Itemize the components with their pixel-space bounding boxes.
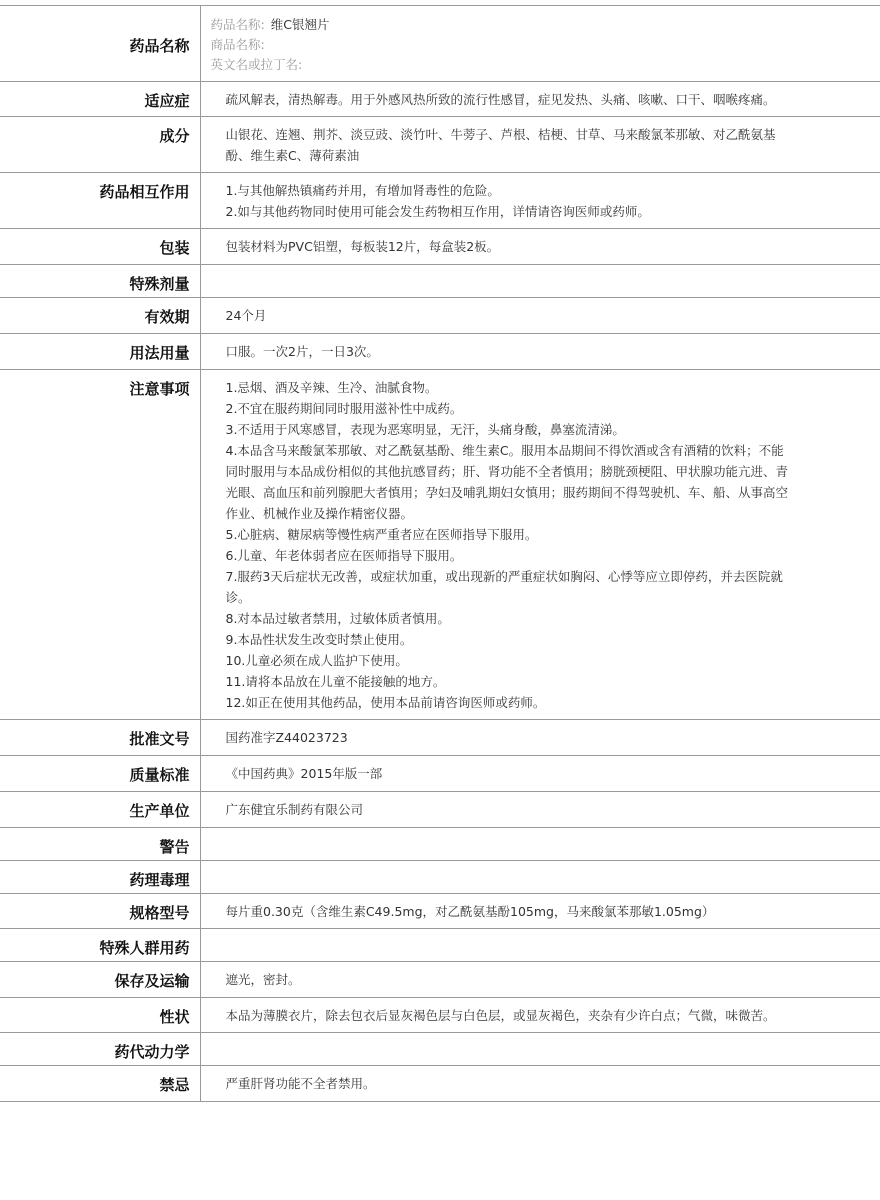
label-storage: 保存及运输 <box>0 962 200 998</box>
precaution-line: 10.儿童必须在成人监护下使用。 <box>225 653 408 668</box>
label-indications: 适应症 <box>0 82 200 117</box>
interaction-line: 2.如与其他药物同时使用可能会发生药物相互作用，详情请咨询医师或药师。 <box>225 204 650 219</box>
value-precautions <box>200 370 880 720</box>
row-approval-number <box>0 720 880 756</box>
row-pharmacokinetics <box>0 1033 880 1066</box>
label-drug-name: 药品名称 <box>0 6 200 82</box>
precaution-line: 12.如正在使用其他药品，使用本品前请咨询医师或药师。 <box>225 695 546 710</box>
trade-name-label: 商品名称: <box>210 37 265 52</box>
label-special-dosage: 特殊剂量 <box>0 265 200 298</box>
value-special-populations <box>200 929 880 962</box>
row-precautions <box>0 370 880 720</box>
label-shelf-life: 有效期 <box>0 298 200 334</box>
value-description: 本品为薄膜衣片，除去包衣后显灰褐色层与白色层，或显灰褐色，夹杂有少许白点；气微，味微苦。 <box>200 998 880 1033</box>
value-dosage: 口服。一次2片，一日3次。 <box>200 334 880 370</box>
precaution-line: 8.对本品过敏者禁用，过敏体质者慎用。 <box>225 611 450 626</box>
generic-name-line <box>211 15 869 35</box>
value-pharmacology <box>200 861 880 894</box>
value-pharmacokinetics <box>200 1033 880 1066</box>
precaution-line: 3.不适用于风寒感冒，表现为恶寒明显，无汗，头痛身酸，鼻塞流清涕。 <box>225 422 625 437</box>
value-quality-standard: 《中国药典》2015年版一部 <box>200 756 880 792</box>
trade-name-line <box>211 35 869 55</box>
row-contraindications <box>0 1066 880 1102</box>
generic-name-value: 维C银翘片 <box>270 17 330 32</box>
value-interactions <box>200 173 880 229</box>
precaution-line: 1.忌烟、酒及辛辣、生冷、油腻食物。 <box>225 380 438 395</box>
row-special-populations <box>0 929 880 962</box>
row-storage <box>0 962 880 998</box>
value-storage: 遮光，密封。 <box>200 962 880 998</box>
precaution-line: 11.请将本品放在儿童不能接触的地方。 <box>225 674 446 689</box>
value-special-dosage <box>200 265 880 298</box>
row-special-dosage <box>0 265 880 298</box>
row-drug-name <box>0 6 880 82</box>
precaution-line: 6.儿童、年老体弱者应在医师指导下服用。 <box>225 548 463 563</box>
row-manufacturer <box>0 792 880 828</box>
value-manufacturer: 广东健宜乐制药有限公司 <box>200 792 880 828</box>
label-description: 性状 <box>0 998 200 1033</box>
english-name-label: 英文名或拉丁名: <box>210 57 303 72</box>
label-pharmacokinetics: 药代动力学 <box>0 1033 200 1066</box>
value-ingredients: 山银花、连翘、荆芥、淡豆豉、淡竹叶、牛蒡子、芦根、桔梗、甘草、马来酸氯苯那敏、对乙酰氨基酚、维生素C、薄荷素油 <box>200 117 880 173</box>
value-packaging: 包装材料为PVC铝塑，每板装12片，每盒装2板。 <box>200 229 880 265</box>
generic-name-label: 药品名称: <box>210 17 265 32</box>
label-manufacturer: 生产单位 <box>0 792 200 828</box>
label-interactions: 药品相互作用 <box>0 173 200 229</box>
row-indications <box>0 82 880 117</box>
row-quality-standard <box>0 756 880 792</box>
row-warning <box>0 828 880 861</box>
value-drug-name <box>200 6 880 82</box>
drug-info-table <box>0 5 880 1102</box>
row-ingredients <box>0 117 880 173</box>
label-quality-standard: 质量标准 <box>0 756 200 792</box>
value-shelf-life: 24个月 <box>200 298 880 334</box>
label-special-populations: 特殊人群用药 <box>0 929 200 962</box>
english-name-line <box>211 55 869 75</box>
label-specification: 规格型号 <box>0 894 200 929</box>
label-warning: 警告 <box>0 828 200 861</box>
value-approval-number: 国药准字Z44023723 <box>200 720 880 756</box>
value-specification: 每片重0.30克（含维生素C49.5mg，对乙酰氨基酚105mg，马来酸氯苯那敏1.05mg） <box>200 894 880 929</box>
row-pharmacology <box>0 861 880 894</box>
row-interactions <box>0 173 880 229</box>
label-ingredients: 成分 <box>0 117 200 173</box>
precaution-line: 5.心脏病、糖尿病等慢性病严重者应在医师指导下服用。 <box>225 527 538 542</box>
row-description <box>0 998 880 1033</box>
precaution-line: 4.本品含马来酸氯苯那敏、对乙酰氨基酚、维生素C。服用本品期间不得饮酒或含有酒精的饮料；不能同时服用与本品成份相似的其他抗感冒药；肝、肾功能不全者慎用；膀胱颈梗阻、甲状腺功能亢进、青光眼、高血压和前列腺肥大者慎用；孕妇及哺乳期妇女慎用；服药期间不得驾驶机、车、船、从事高空作业、机械作业及操作精密仪器。 <box>225 443 789 521</box>
row-packaging <box>0 229 880 265</box>
value-indications: 疏风解表，清热解毒。用于外感风热所致的流行性感冒，症见发热、头痛、咳嗽、口干、咽喉疼痛。 <box>200 82 880 117</box>
label-contraindications: 禁忌 <box>0 1066 200 1102</box>
precaution-line: 9.本品性状发生改变时禁止使用。 <box>225 632 413 647</box>
label-pharmacology: 药理毒理 <box>0 861 200 894</box>
label-packaging: 包装 <box>0 229 200 265</box>
precaution-line: 7.服药3天后症状无改善，或症状加重，或出现新的严重症状如胸闷、心悸等应立即停药，并去医院就诊。 <box>225 569 783 605</box>
label-precautions: 注意事项 <box>0 370 200 720</box>
row-specification <box>0 894 880 929</box>
precaution-line: 2.不宜在服药期间同时服用滋补性中成药。 <box>225 401 463 416</box>
label-dosage: 用法用量 <box>0 334 200 370</box>
label-approval-number: 批准文号 <box>0 720 200 756</box>
interaction-line: 1.与其他解热镇痛药并用，有增加肾毒性的危险。 <box>225 183 500 198</box>
value-warning <box>200 828 880 861</box>
row-dosage <box>0 334 880 370</box>
row-shelf-life <box>0 298 880 334</box>
drug-info-sheet <box>0 5 880 1102</box>
value-contraindications: 严重肝肾功能不全者禁用。 <box>200 1066 880 1102</box>
